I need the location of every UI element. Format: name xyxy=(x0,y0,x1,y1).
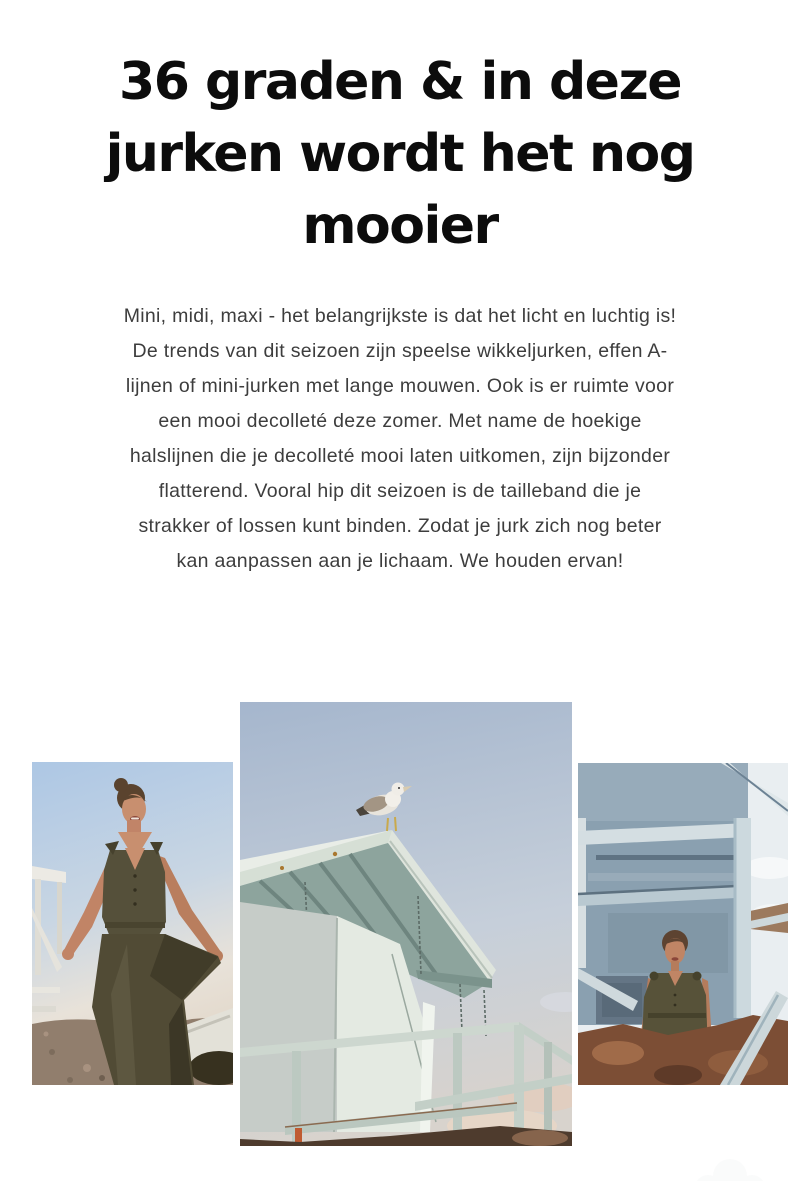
intro-line: halslijnen die je decolleté mooi laten uitkomen, zijn bijzonder xyxy=(129,445,671,467)
intro-paragraph xyxy=(0,299,800,579)
intro-line: De trends van dit seizoen zijn speelse wikkeljurken, effen A- xyxy=(132,340,668,362)
intro-line: strakker of lossen kunt binden. Zodat je jurk zich nog beter xyxy=(138,515,662,537)
intro-line: flatterend. Vooral hip dit seizoen is de tailleband die je xyxy=(158,480,642,502)
page-title-line-1: 36 graden & in deze xyxy=(119,52,681,112)
photo-woman-beach-illustration xyxy=(32,762,233,1085)
intro-line: Mini, midi, maxi - het belangrijkste is dat het licht en luchtig is! xyxy=(123,305,677,327)
page-title-line-2: jurken wordt het nog xyxy=(105,124,695,184)
photo-woman-tower-illustration xyxy=(578,763,788,1085)
gallery-photo-woman-tower[interactable] xyxy=(578,763,788,1085)
intro-line: lijnen of mini-jurken met lange mouwen. Ook is er ruimte voor xyxy=(125,375,675,397)
gallery-photo-woman-beach[interactable] xyxy=(32,762,233,1085)
page-title-line-3: mooier xyxy=(302,196,498,256)
gallery-photo-seagull-tower[interactable] xyxy=(240,702,572,1146)
photo-seagull-tower-illustration xyxy=(240,702,572,1146)
intro-line: een mooi decolleté deze zomer. Met name de hoekige xyxy=(158,410,642,432)
page-title xyxy=(0,46,800,262)
cloud-watermark-badge[interactable] xyxy=(684,1158,776,1181)
intro-line: kan aanpassen aan je lichaam. We houden ervan! xyxy=(176,550,624,572)
cloud-icon xyxy=(684,1158,776,1181)
